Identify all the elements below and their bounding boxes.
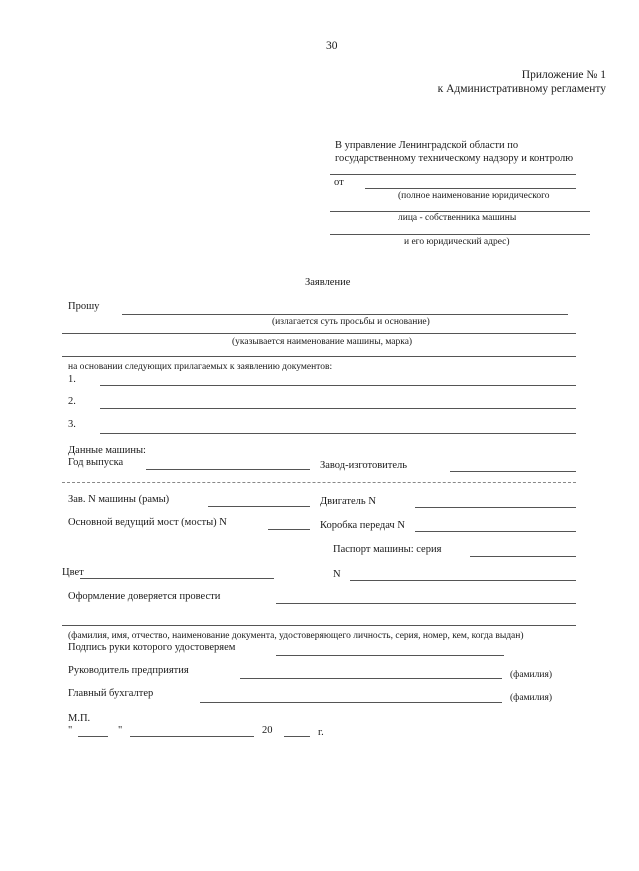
addressee-line2: государственному техническому надзору и контролю — [335, 153, 574, 164]
document-item-2-line[interactable] — [100, 408, 576, 409]
signature-label: Подпись руки которого удостоверяем — [68, 642, 236, 653]
date-quote-close: " — [118, 725, 123, 736]
director-field-line[interactable] — [240, 678, 502, 679]
date-year-prefix: 20 — [262, 725, 273, 736]
manufacturer-field-line[interactable] — [450, 471, 576, 472]
passport-number-label: N — [333, 569, 341, 580]
axle-label: Основной ведущий мост (мосты) N — [68, 517, 227, 528]
year-label: Год выпуска — [68, 457, 124, 468]
machine-name-hint: (указывается наименование машины, марка) — [232, 337, 413, 347]
date-day-field-line[interactable] — [78, 736, 108, 737]
date-quote-open: " — [68, 725, 73, 736]
document-item-1-line[interactable] — [100, 385, 576, 386]
signature-field-line[interactable] — [276, 655, 504, 656]
addressee-line1: В управление Ленинградской области по — [335, 140, 519, 151]
date-year-suffix: г. — [318, 727, 324, 738]
frame-number-label: Зав. N машины (рамы) — [68, 494, 170, 505]
director-label: Руководитель предприятия — [68, 665, 189, 676]
trust-field-line-2[interactable] — [62, 625, 576, 626]
addressee-line — [330, 174, 576, 175]
engine-label: Двигатель N — [320, 496, 376, 507]
passport-label: Паспорт машины: серия — [333, 544, 442, 555]
request-field-line-2[interactable] — [62, 333, 576, 334]
engine-field-line[interactable] — [415, 507, 576, 508]
year-field-line[interactable] — [146, 469, 310, 470]
documents-label: на основании следующих прилагаемых к заявлению документов: — [68, 362, 333, 372]
document-item-1-number: 1. — [68, 374, 76, 385]
from-hint3: и его юридический адрес) — [404, 237, 510, 247]
request-field-line-3[interactable] — [62, 356, 576, 357]
request-hint: (излагается суть просьбы и основание) — [272, 317, 430, 327]
frame-number-field-line[interactable] — [208, 506, 310, 507]
gearbox-label: Коробка передач N — [320, 520, 405, 531]
gearbox-field-line[interactable] — [415, 531, 576, 532]
manufacturer-label: Завод-изготовитель — [320, 460, 408, 471]
document-item-2-number: 2. — [68, 396, 76, 407]
document-title: Заявление — [305, 277, 351, 288]
accountant-field-line[interactable] — [200, 702, 502, 703]
from-label: от — [334, 177, 344, 188]
trust-label: Оформление доверяется провести — [68, 591, 221, 602]
appendix-title: Приложение № 1 — [521, 69, 606, 81]
passport-number-field-line[interactable] — [350, 580, 576, 581]
document-item-3-line[interactable] — [100, 433, 576, 434]
from-hint1: (полное наименование юридического — [398, 191, 550, 201]
machine-heading: Данные машины: — [68, 445, 146, 456]
trust-hint: (фамилия, имя, отчество, наименование документа, удостоверяющего личность, серия, номер, кем, когда выдан) — [68, 631, 524, 641]
trust-field-line[interactable] — [276, 603, 576, 604]
director-hint: (фамилия) — [510, 670, 552, 680]
passport-series-field-line[interactable] — [470, 556, 576, 557]
document-item-3-number: 3. — [68, 419, 76, 430]
request-label: Прошу — [68, 301, 100, 312]
stamp-label: М.П. — [68, 713, 91, 724]
from-hint2: лица - собственника машины — [398, 213, 517, 223]
color-label: Цвет — [62, 567, 84, 578]
divider-line — [62, 482, 576, 483]
from-field-line-2[interactable] — [330, 211, 590, 212]
request-field-line[interactable] — [122, 314, 568, 315]
date-month-field-line[interactable] — [130, 736, 254, 737]
page-number: 30 — [326, 40, 338, 52]
axle-field-line[interactable] — [268, 529, 310, 530]
appendix-subtitle: к Административному регламенту — [437, 83, 606, 95]
accountant-label: Главный бухгалтер — [68, 688, 154, 699]
from-field-line[interactable] — [365, 188, 576, 189]
accountant-hint: (фамилия) — [510, 693, 552, 703]
from-field-line-3[interactable] — [330, 234, 590, 235]
date-year-field-line[interactable] — [284, 736, 310, 737]
color-field-line[interactable] — [80, 578, 274, 579]
